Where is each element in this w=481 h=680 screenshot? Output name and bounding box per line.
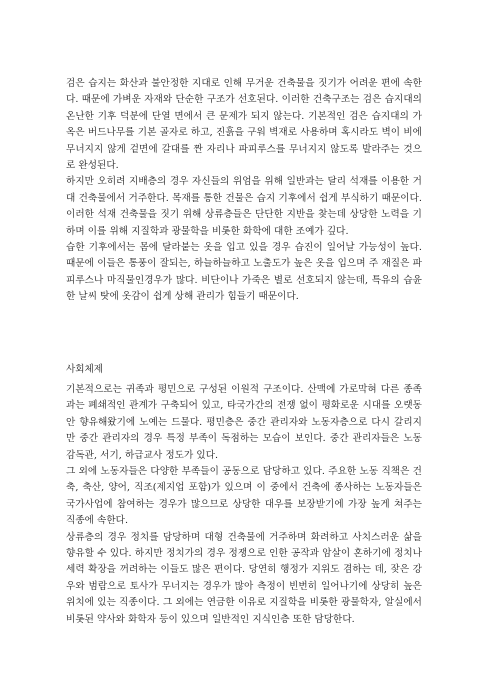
paragraph-upper-class: 상류층의 경우 정치를 담당하며 대형 건축물에 거주하며 화려하고 사치스러운 삶을 향유할 수 있다. 하지만 정치가의 경우 정쟁으로 인한 공작과 암살이 혼하기에 정치나 세력 확장을 꺼려하는 이들도 많은 편이다. 당연히 행정가 지위도 겸하는 데, 잦은 강우와 범람으로 토사가 무너지는 경우가 많아 측정이 빈번히 일어나기에 상당히 높은 위치에 있는 직종이다. 그 외에는 연금한 이유로 지질학을 비롯한 광물학자, 알실에서 비롯된 약사와 화학자 등이 있으며 일반적인 지식인층 또한 담당한다. (66, 531, 422, 625)
paragraph-labor: 그 외에 노동자들은 다양한 부족들이 공동으로 담당하고 있다. 주요한 노동 직책은 건축, 축산, 양어, 직조(제지업 포함)가 있으며 이 중에서 건축에 종사하는 노동자들은 국가사업에 참여하는 경우가 많으므로 상당한 대우를 보장받기에 가장 높게 쳐주는 직종에 속한다. (66, 466, 422, 527)
social-system-text-block (66, 382, 422, 628)
paragraph-architecture: 검은 습지는 화산과 불안정한 지대로 인해 무거운 건축물을 짓기가 어려운 편에 속한다. 때문에 가벼운 자재와 단순한 구조가 선호된다. 이러한 건축구조는 검은 습지대의 온난한 기후 덕분에 단열 면에서 큰 문제가 되지 않는다. 기본적인 검은 습지대의 가옥은 버드나무를 기본 골자로 하고, 진흙을 구워 벽재로 사용하며 혹시라도 벽이 비에 무너지지 않게 겉면에 갈대를 짠 자리나 파피루스를 무너지지 않도록 발라주는 것으로 완성된다. (66, 78, 422, 172)
intro-text-block (66, 76, 422, 306)
paragraph-ruling-class-buildings: 하지만 오히려 지배층의 경우 자신들의 위엄을 위해 일반과는 달리 석재를 이용한 거대 건축물에서 거주한다. 목재를 통한 건물은 습지 기후에서 쉽게 부식하기 때문이다. 이러한 석재 건축물을 짓기 위해 상류층들은 단단한 지반을 찾는데 상당한 노력을 기하며 이를 위해 지질학과 광물학을 비롯한 화학에 대한 조예가 깊다. (66, 176, 422, 237)
paragraph-clothing: 습한 기후에서는 몸에 달라붙는 옷을 입고 있을 경우 습진이 일어날 가능성이 높다. 때문에 이들은 통풍이 잘되는, 하늘하늘하고 노출도가 높은 옷을 입으며 주 재질은 파피루스나 마직물인경우가 많다. 비단이나 가죽은 별로 선호되지 않는데, 특유의 습윤한 날씨 탓에 옷감이 쉽게 상해 관리가 힘들기 때문이다. (66, 242, 422, 303)
section-heading-social-system: 사회체제 (66, 364, 104, 375)
paragraph-class-structure: 기본적으로는 귀족과 평민으로 구성된 이원적 구조이다. 산맥에 가로막혀 다른 종족과는 폐쇄적인 관계가 구축되어 있고, 타국가간의 전쟁 없이 평화로운 시대를 오랫동안 향유해왔기에 노예는 드물다. 평민층은 중간 관리자와 노동자층으로 다시 갈리지만 중간 관리자의 경우 특정 부족이 독점하는 모습이 보인다. 중간 관리자들은 노동 감독관, 서기, 하급교사 정도가 있다. (66, 384, 422, 461)
